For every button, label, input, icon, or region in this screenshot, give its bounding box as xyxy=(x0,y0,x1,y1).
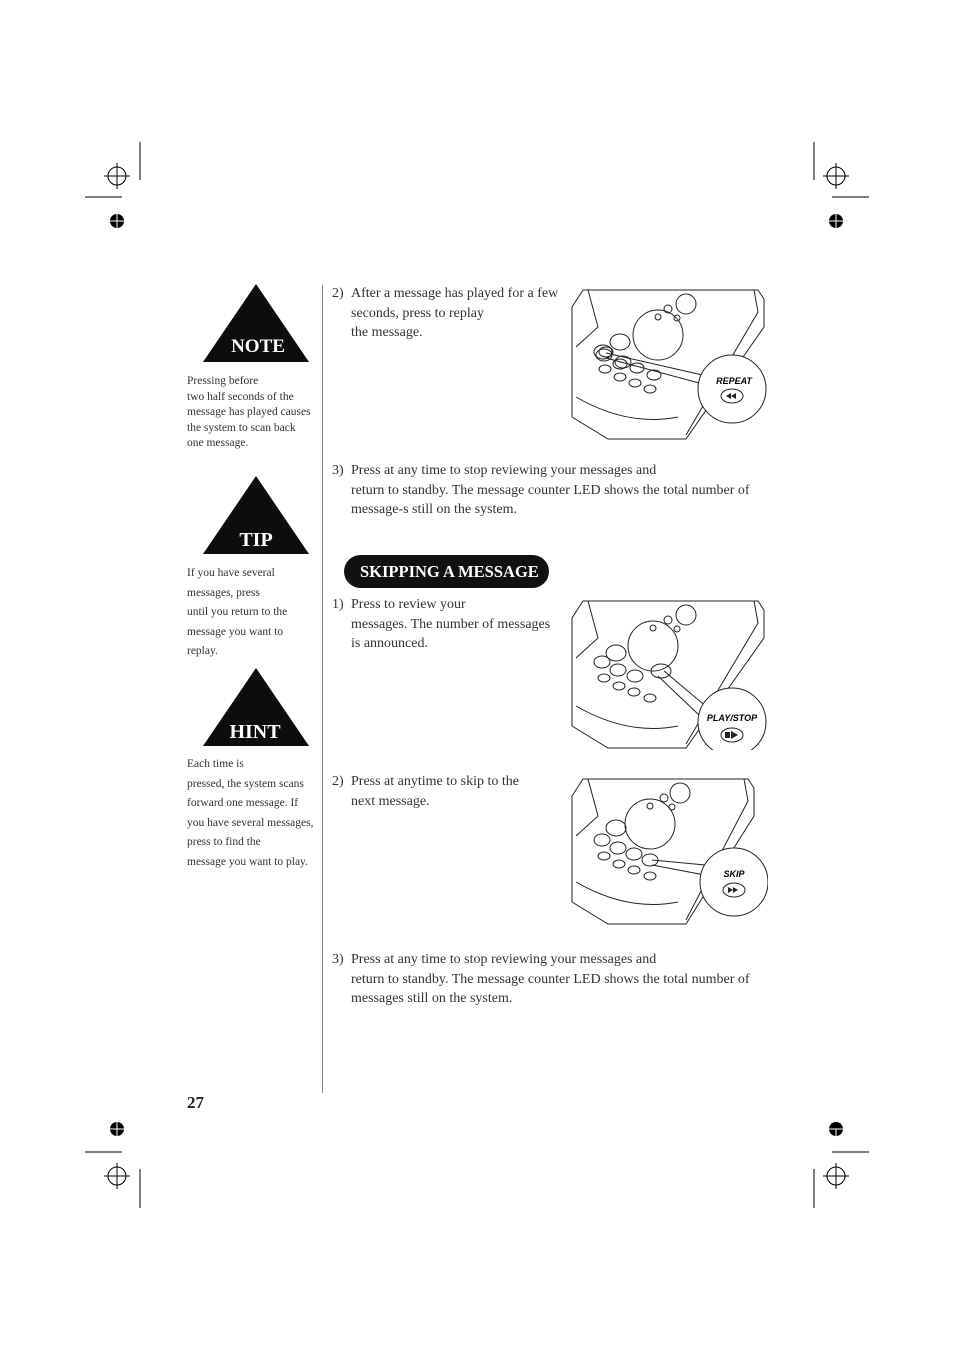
step-line: Press at any time to stop reviewing your messages and xyxy=(351,952,657,967)
note-line: Pressing before xyxy=(187,375,259,387)
tip-line: messages, press xyxy=(187,586,260,599)
step-line: the message. xyxy=(351,325,423,340)
note-line: the system to scan back xyxy=(187,421,296,434)
page-number: 27 xyxy=(187,1093,204,1112)
hint-line: you have several messages, xyxy=(187,816,314,829)
answering-machine-playstop-illustration xyxy=(568,598,768,750)
answering-machine-repeat-illustration xyxy=(568,287,768,442)
note-line: two half seconds of the xyxy=(187,390,294,403)
note-line: one message. xyxy=(187,437,249,449)
step-line: seconds, press to replay xyxy=(351,305,484,321)
hint-line: press to find the xyxy=(187,836,261,848)
tip-line: message you want to xyxy=(187,625,284,638)
step-line: is announced. xyxy=(351,636,428,651)
step-number: 2) xyxy=(332,286,344,301)
hint-label: HINT xyxy=(229,721,281,743)
step-line: message-s still on the system. xyxy=(351,502,518,517)
skipping-a-message-heading: SKIPPING A MESSAGE xyxy=(344,555,549,588)
tip-line: replay. xyxy=(187,645,218,657)
step-line: messages. The number of messages xyxy=(351,616,551,632)
step-number: 2) xyxy=(332,774,344,789)
tip-line: until you return to the xyxy=(187,606,288,618)
tip-label: TIP xyxy=(239,529,273,551)
tip-line: If you have several xyxy=(187,567,275,579)
hint-line: forward one message. If xyxy=(187,797,299,809)
note-text xyxy=(187,374,317,452)
playstop-callout-label: PLAY/STOP xyxy=(706,713,758,723)
step-line: messages still on the system. xyxy=(351,991,513,1006)
hint-badge xyxy=(203,668,309,748)
step-line: return to standby. The message counter LED shows the total number of xyxy=(351,482,750,498)
step-line: next message. xyxy=(351,793,430,809)
step-line: Press to review your xyxy=(351,597,466,612)
hint-line: Each time is xyxy=(187,758,244,770)
skip-callout-label: SKIP xyxy=(723,869,745,879)
note-badge xyxy=(203,284,309,364)
note-label: NOTE xyxy=(231,336,285,357)
repeat-callout-label: REPEAT xyxy=(716,376,752,386)
tip-badge xyxy=(203,476,309,556)
step-number: 3) xyxy=(332,463,344,478)
step-number: 1) xyxy=(332,597,344,612)
hint-line: message you want to play. xyxy=(187,855,308,868)
step-number: 3) xyxy=(332,952,344,967)
answering-machine-skip-illustration xyxy=(568,776,768,926)
step-line: Press at any time to stop reviewing your messages and xyxy=(351,463,657,478)
step-line: After a message has played for a few xyxy=(351,286,559,301)
step-line: return to standby. The message counter LED shows the total number of xyxy=(351,971,750,987)
note-line: message has played causes xyxy=(187,406,311,418)
step-line: Press at anytime to skip to the xyxy=(351,774,519,789)
tip-text xyxy=(187,564,317,662)
hint-line: pressed, the system scans xyxy=(187,777,304,790)
column-divider xyxy=(322,285,323,1093)
hint-text xyxy=(187,755,317,872)
